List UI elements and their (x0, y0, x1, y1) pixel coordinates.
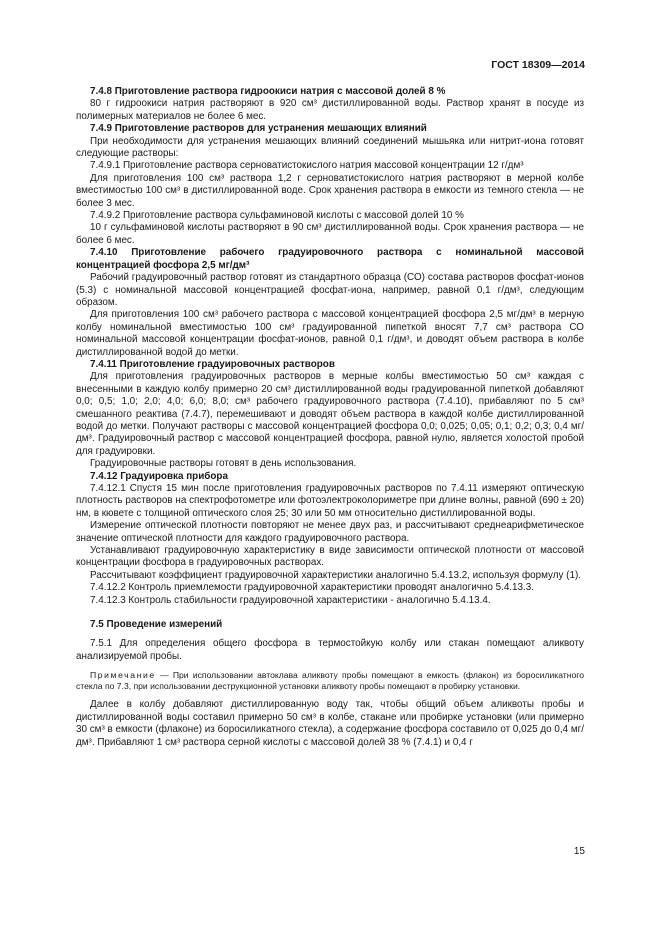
heading-7-4-8: 7.4.8 Приготовление раствора гидроокиси натрия с массовой долей 8 % (90, 86, 446, 97)
paragraph: Устанавливают градуировочную характеристику в виде зависимости оптической плотности от массовой концентрации фосфора в градуировочных растворах. (76, 545, 584, 569)
document-header-standard: ГОСТ 18309—2014 (491, 59, 585, 71)
paragraph: Для приготовления 100 см³ раствора 1,2 г серноватистокислого натрия растворяют в мерной колбе вместимостью 100 см³ в дистиллированной воде. Срок хранения раствора в емкости из темного стекла — не более 3 мес. (76, 172, 584, 209)
paragraph: Для приготовления 100 см³ рабочего раствора с массовой концентрацией фосфора 2,5 мг/дм³ в мерную колбу номинальной вместимостью 100 см³ градуированной пипеткой вносят 7,7 см³ раствора СО номинальной массовой концентрации фосфат-ионов, равной 0,1 г/дм³, и доводят объем раствора в колбе дистиллированной водой до метки. (76, 309, 584, 358)
paragraph: 7.4.12.3 Контроль стабильности градуировочной характеристики - аналогично 5.4.13.4. (90, 594, 491, 606)
note-text: — При использовании автоклава аликвоту пробы помещают в емкость (флакон) из боросиликатного стекла по 7.3, при использовании деструкционной установки аликвоту пробы помещают в пробирку установки. (76, 670, 584, 692)
heading-7-4-12: 7.4.12 Градуировка прибора (90, 470, 228, 482)
page-number: 15 (573, 846, 585, 857)
paragraph: Далее в колбу добавляют дистиллированную воду так, чтобы общий объем аликвоты пробы и дистиллированной воды составил примерно 50 см³ в колбе, стакане или пробирке установки (или примерно 30 см³ в емкости (флаконе) из боросиликатного стекла), а содержание фосфора составило от 0,025 до 0,4 мг/дм³. Прибавляют 1 см³ раствора серной кислоты с массовой долей 38 % (7.4.1) и 0,4 г (76, 699, 584, 748)
heading-7-4-11: 7.4.11 Приготовление градуировочных растворов (90, 358, 335, 370)
note-label: Примечание (90, 670, 156, 681)
document-body (76, 86, 584, 749)
paragraph: Измерение оптической плотности повторяют не менее двух раз, и рассчитывают среднеарифметическое значение оптической плотности для каждого градуировочного раствора. (76, 520, 584, 544)
paragraph: 7.4.12.1 Спустя 15 мин после приготовления градуировочных растворов по 7.4.11 измеряют оптическую плотность растворов на спектрофотометре или фотоэлектроколориметре при длине волны, равной (690 ± 20) нм, в кювете с толщиной оптического слоя 25; 30 или 50 мм относительно дистиллированной воды. (76, 483, 584, 519)
paragraph: Градуировочные растворы готовят в день использования. (90, 458, 357, 470)
paragraph: 80 г гидроокиси натрия растворяют в 920 см³ дистиллированной воды. Раствор хранят в посуде из полимерных материалов не более 6 мес. (76, 98, 584, 122)
heading-7-5: 7.5 Проведение измерений (90, 619, 223, 631)
note (76, 670, 584, 692)
paragraph: Для приготовления градуировочных растворов в мерные колбы вместимостью 50 см³ каждая с внесенными в каждую колбу примерно 20 см³ дистиллированной воды градуированной пипеткой добавляют 0,0; 0,5; 1,0; 2,0; 4,0; 6,0; 8,0; см³ рабочего градуировочного раствора (7.4.10), прибавляют по 5 см³ смешанного реактива (7.4.7), перемешивают и доводят объем раствора в каждой колбе дистиллированной водой до метки. Получают растворы с массовой концентрацией фосфора 0,0; 0,025; 0,05; 0,1; 0,2; 0,3; 0,4 мг/дм³. Градуировочный раствор с массовой концентрацией фосфора, равной нулю, является холостой пробой для градуировки. (76, 371, 584, 457)
paragraph: 7.4.9.1 Приготовление раствора серноватистокислого натрия массовой концентрации 12 г/дм³ (90, 160, 524, 172)
heading-7-4-9: 7.4.9 Приготовление растворов для устранения мешающих влияний (90, 123, 427, 135)
paragraph: 7.4.9.2 Приготовление раствора сульфаминовой кислоты с массовой долей 10 % (90, 210, 464, 222)
paragraph: При необходимости для устранения мешающих влияний соединений мышьяка или нитрит-иона готовят следующие растворы: (76, 135, 584, 160)
paragraph: 10 г сульфаминовой кислоты растворяют в 90 см³ дистиллированной воды. Срок хранения раствора — не более 6 мес. (76, 222, 584, 246)
paragraph: Рассчитывают коэффициент градуировочной характеристики аналогично 5.4.13.2, используя формулу (1). (90, 569, 581, 581)
paragraph: Рабочий градуировочный раствор готовят из стандартного образца (СО) состава растворов фосфат-ионов (5.3) с номинальной массовой концентрацией фосфат-иона, например, равной 0,1 г/дм³, следующим образом. (76, 272, 584, 308)
paragraph: 7.4.12.2 Контроль приемлемости градуировочной характеристики проводят аналогично 5.4.13.3. (90, 582, 535, 594)
heading-7-4-10: 7.4.10 Приготовление рабочего градуировочного раствора с номинальной массовой концентрацией фосфора 2,5 мг/дм³ (76, 247, 584, 271)
paragraph: 7.5.1 Для определения общего фосфора в термостойкую колбу или стакан помещают аликвоту анализируемой пробы. (76, 638, 584, 662)
